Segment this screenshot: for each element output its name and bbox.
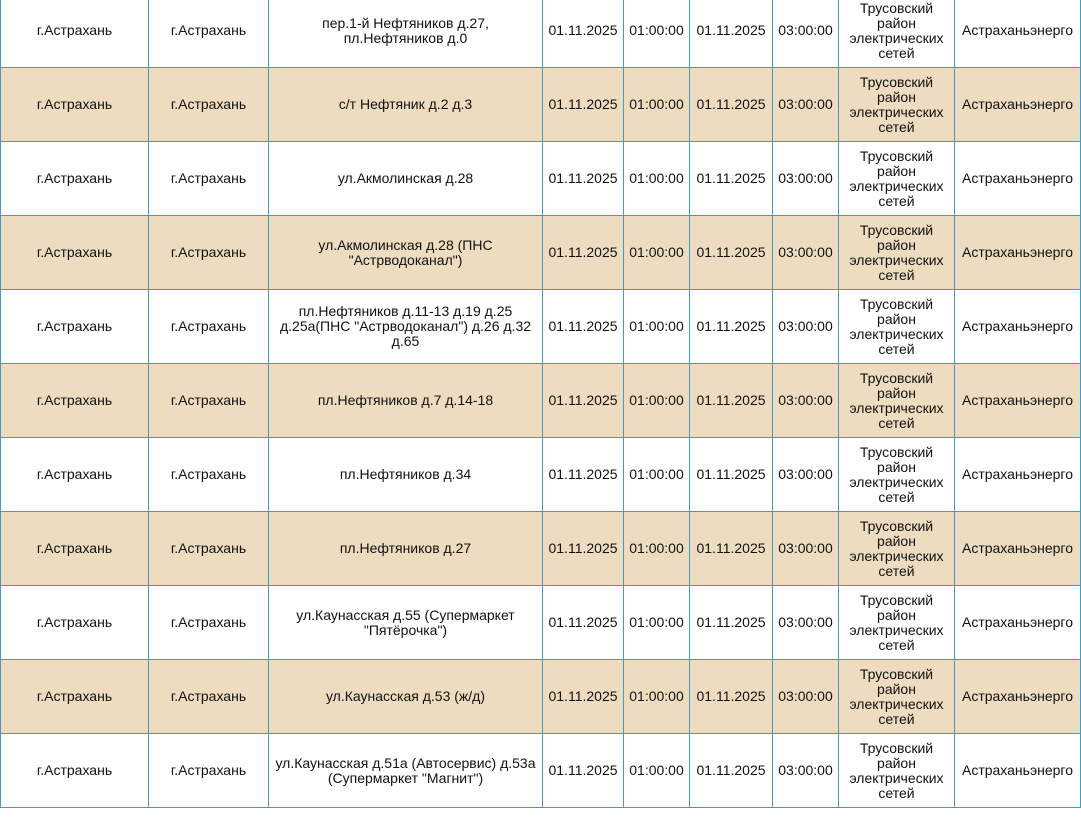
cell-district: Трусовский район электрических сетей [839, 438, 955, 512]
cell-end-time: 03:00:00 [773, 660, 839, 734]
cell-start-date: 01.11.2025 [543, 290, 624, 364]
cell-start-time: 01:00:00 [624, 586, 690, 660]
cell-end-time: 03:00:00 [773, 216, 839, 290]
table-row [1, 734, 1081, 808]
cell-end-date: 01.11.2025 [690, 68, 773, 142]
cell-address: ул.Каунасская д.53 (ж/д) [269, 660, 543, 734]
cell-end-time: 03:00:00 [773, 290, 839, 364]
table-row [1, 438, 1081, 512]
cell-address: пл.Нефтяников д.34 [269, 438, 543, 512]
cell-end-date: 01.11.2025 [690, 734, 773, 808]
cell-city: г.Астрахань [1, 0, 149, 68]
cell-start-time: 01:00:00 [624, 512, 690, 586]
cell-settlement: г.Астрахань [149, 586, 269, 660]
cell-settlement: г.Астрахань [149, 0, 269, 68]
table-row [1, 586, 1081, 660]
cell-end-time: 03:00:00 [773, 586, 839, 660]
cell-company: Астраханьэнерго [955, 734, 1081, 808]
cell-settlement: г.Астрахань [149, 68, 269, 142]
cell-district: Трусовский район электрических сетей [839, 68, 955, 142]
cell-district: Трусовский район электрических сетей [839, 364, 955, 438]
table-row [1, 660, 1081, 734]
cell-start-time: 01:00:00 [624, 438, 690, 512]
cell-start-date: 01.11.2025 [543, 660, 624, 734]
cell-district: Трусовский район электрических сетей [839, 586, 955, 660]
cell-city: г.Астрахань [1, 142, 149, 216]
cell-start-date: 01.11.2025 [543, 438, 624, 512]
cell-city: г.Астрахань [1, 660, 149, 734]
cell-start-time: 01:00:00 [624, 0, 690, 68]
cell-city: г.Астрахань [1, 364, 149, 438]
cell-start-date: 01.11.2025 [543, 364, 624, 438]
cell-address: с/т Нефтяник д.2 д.3 [269, 68, 543, 142]
cell-district: Трусовский район электрических сетей [839, 512, 955, 586]
cell-city: г.Астрахань [1, 512, 149, 586]
cell-settlement: г.Астрахань [149, 364, 269, 438]
cell-city: г.Астрахань [1, 68, 149, 142]
cell-settlement: г.Астрахань [149, 438, 269, 512]
cell-district: Трусовский район электрических сетей [839, 290, 955, 364]
cell-company: Астраханьэнерго [955, 290, 1081, 364]
table-row [1, 0, 1081, 68]
cell-company: Астраханьэнерго [955, 660, 1081, 734]
cell-district: Трусовский район электрических сетей [839, 734, 955, 808]
cell-address: пер.1-й Нефтяников д.27, пл.Нефтяников д.0 [269, 0, 543, 68]
cell-settlement: г.Астрахань [149, 734, 269, 808]
cell-company: Астраханьэнерго [955, 0, 1081, 68]
cell-address: ул.Акмолинская д.28 [269, 142, 543, 216]
cell-address: ул.Каунасская д.55 (Супермаркет "Пятёрочка") [269, 586, 543, 660]
cell-address: пл.Нефтяников д.11-13 д.19 д.25 д.25а(ПНС "Астрводоканал") д.26 д.32 д.65 [269, 290, 543, 364]
cell-address: пл.Нефтяников д.7 д.14-18 [269, 364, 543, 438]
cell-end-date: 01.11.2025 [690, 438, 773, 512]
cell-district: Трусовский район электрических сетей [839, 142, 955, 216]
cell-end-date: 01.11.2025 [690, 142, 773, 216]
cell-settlement: г.Астрахань [149, 216, 269, 290]
cell-start-time: 01:00:00 [624, 364, 690, 438]
cell-end-date: 01.11.2025 [690, 586, 773, 660]
cell-start-time: 01:00:00 [624, 734, 690, 808]
cell-end-date: 01.11.2025 [690, 364, 773, 438]
cell-company: Астраханьэнерго [955, 512, 1081, 586]
cell-city: г.Астрахань [1, 216, 149, 290]
cell-address: ул.Акмолинская д.28 (ПНС "Астрводоканал") [269, 216, 543, 290]
cell-end-date: 01.11.2025 [690, 512, 773, 586]
cell-district: Трусовский район электрических сетей [839, 216, 955, 290]
cell-start-time: 01:00:00 [624, 216, 690, 290]
cell-end-time: 03:00:00 [773, 142, 839, 216]
cell-company: Астраханьэнерго [955, 438, 1081, 512]
table-row [1, 216, 1081, 290]
cell-start-date: 01.11.2025 [543, 734, 624, 808]
cell-start-time: 01:00:00 [624, 660, 690, 734]
cell-company: Астраханьэнерго [955, 68, 1081, 142]
cell-end-date: 01.11.2025 [690, 216, 773, 290]
cell-end-time: 03:00:00 [773, 0, 839, 68]
cell-start-date: 01.11.2025 [543, 512, 624, 586]
table-row [1, 290, 1081, 364]
cell-start-date: 01.11.2025 [543, 216, 624, 290]
cell-end-time: 03:00:00 [773, 68, 839, 142]
cell-settlement: г.Астрахань [149, 512, 269, 586]
cell-start-date: 01.11.2025 [543, 68, 624, 142]
table-row [1, 512, 1081, 586]
cell-end-time: 03:00:00 [773, 734, 839, 808]
cell-start-time: 01:00:00 [624, 142, 690, 216]
cell-city: г.Астрахань [1, 734, 149, 808]
cell-settlement: г.Астрахань [149, 290, 269, 364]
cell-start-time: 01:00:00 [624, 68, 690, 142]
cell-city: г.Астрахань [1, 586, 149, 660]
cell-end-date: 01.11.2025 [690, 0, 773, 68]
cell-company: Астраханьэнерго [955, 142, 1081, 216]
cell-company: Астраханьэнерго [955, 364, 1081, 438]
cell-start-date: 01.11.2025 [543, 0, 624, 68]
cell-end-date: 01.11.2025 [690, 660, 773, 734]
table-row [1, 68, 1081, 142]
cell-address: пл.Нефтяников д.27 [269, 512, 543, 586]
cell-city: г.Астрахань [1, 290, 149, 364]
table-row [1, 364, 1081, 438]
cell-district: Трусовский район электрических сетей [839, 0, 955, 68]
cell-end-date: 01.11.2025 [690, 290, 773, 364]
cell-settlement: г.Астрахань [149, 660, 269, 734]
cell-end-time: 03:00:00 [773, 512, 839, 586]
cell-start-date: 01.11.2025 [543, 586, 624, 660]
table-row [1, 142, 1081, 216]
cell-end-time: 03:00:00 [773, 364, 839, 438]
cell-address: ул.Каунасская д.51а (Автосервис) д.53а (Супермаркет "Магнит") [269, 734, 543, 808]
cell-company: Астраханьэнерго [955, 586, 1081, 660]
cell-company: Астраханьэнерго [955, 216, 1081, 290]
cell-city: г.Астрахань [1, 438, 149, 512]
cell-start-date: 01.11.2025 [543, 142, 624, 216]
cell-end-time: 03:00:00 [773, 438, 839, 512]
cell-start-time: 01:00:00 [624, 290, 690, 364]
cell-district: Трусовский район электрических сетей [839, 660, 955, 734]
cell-settlement: г.Астрахань [149, 142, 269, 216]
